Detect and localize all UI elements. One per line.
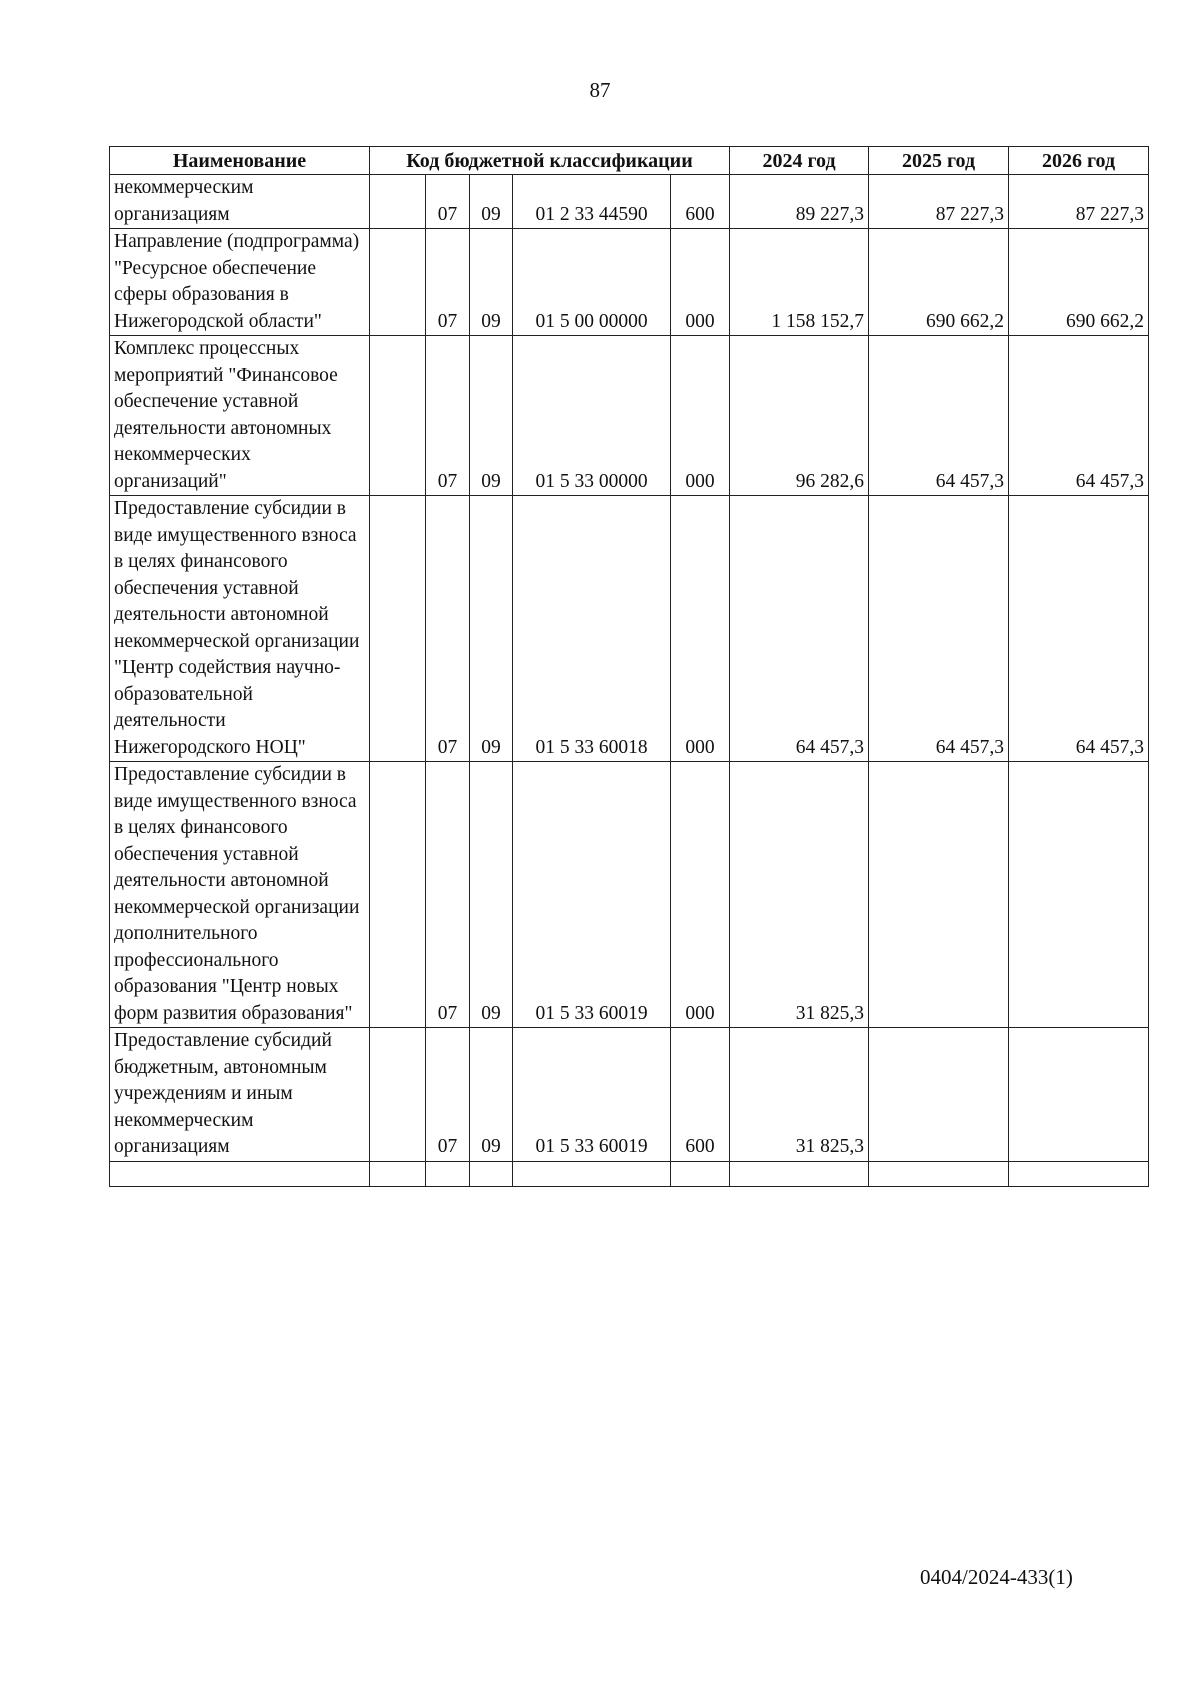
code-section: 07 xyxy=(426,1028,470,1162)
code-part-1 xyxy=(370,175,426,229)
row-name: Предоставление субсидий бюджетным, автономным учреждениям и иным некоммерческим организациям xyxy=(110,1028,370,1162)
empty-cell xyxy=(1009,1161,1149,1186)
code-part-1 xyxy=(370,496,426,762)
code-expense-type: 000 xyxy=(671,762,730,1028)
row-name: некоммерческим организациям xyxy=(110,175,370,229)
row-name: Комплекс процессных мероприятий "Финансовое обеспечение уставной деятельности автономных некоммерческих организаций" xyxy=(110,336,370,496)
code-part-1 xyxy=(370,762,426,1028)
code-target: 01 5 33 60018 xyxy=(513,496,671,762)
value-2025: 87 227,3 xyxy=(869,175,1009,229)
table-row xyxy=(110,496,1149,762)
table-row xyxy=(110,175,1149,229)
code-section: 07 xyxy=(426,762,470,1028)
code-part-1 xyxy=(370,336,426,496)
value-2026 xyxy=(1009,1028,1149,1162)
value-2024: 31 825,3 xyxy=(730,762,869,1028)
document-id: 0404/2024-433(1) xyxy=(920,1565,1073,1589)
code-expense-type: 000 xyxy=(671,336,730,496)
value-2026: 64 457,3 xyxy=(1009,336,1149,496)
code-expense-type: 000 xyxy=(671,496,730,762)
value-2026: 87 227,3 xyxy=(1009,175,1149,229)
code-subsection: 09 xyxy=(470,1028,513,1162)
value-2024: 31 825,3 xyxy=(730,1028,869,1162)
value-2026: 64 457,3 xyxy=(1009,496,1149,762)
table-row xyxy=(110,1028,1149,1162)
code-target: 01 5 00 00000 xyxy=(513,229,671,336)
empty-cell xyxy=(470,1161,513,1186)
value-2025 xyxy=(869,762,1009,1028)
code-subsection: 09 xyxy=(470,229,513,336)
row-name: Направление (подпрограмма) "Ресурсное обеспечение сферы образования в Нижегородской области" xyxy=(110,229,370,336)
empty-cell xyxy=(671,1161,730,1186)
empty-cell xyxy=(426,1161,470,1186)
code-part-1 xyxy=(370,1028,426,1162)
code-expense-type: 600 xyxy=(671,1028,730,1162)
page-number: 87 xyxy=(589,78,611,102)
value-2026: 690 662,2 xyxy=(1009,229,1149,336)
code-target: 01 2 33 44590 xyxy=(513,175,671,229)
value-2024: 96 282,6 xyxy=(730,336,869,496)
code-part-1 xyxy=(370,229,426,336)
empty-cell xyxy=(513,1161,671,1186)
header-code: Код бюджетной классификации xyxy=(370,147,730,175)
row-name: Предоставление субсидии в виде имущественного взноса в целях финансового обеспечения уставной деятельности автономной некоммерческой организации "Центр содействия научно-образовательной деятельности Нижегородского НОЦ" xyxy=(110,496,370,762)
code-expense-type: 600 xyxy=(671,175,730,229)
empty-cell xyxy=(370,1161,426,1186)
code-expense-type: 000 xyxy=(671,229,730,336)
table-row xyxy=(110,229,1149,336)
code-subsection: 09 xyxy=(470,175,513,229)
value-2025: 690 662,2 xyxy=(869,229,1009,336)
value-2024: 1 158 152,7 xyxy=(730,229,869,336)
value-2025: 64 457,3 xyxy=(869,496,1009,762)
code-section: 07 xyxy=(426,175,470,229)
value-2025: 64 457,3 xyxy=(869,336,1009,496)
table-header-row xyxy=(110,147,1149,175)
empty-cell xyxy=(110,1161,370,1186)
empty-cell xyxy=(869,1161,1009,1186)
code-section: 07 xyxy=(426,336,470,496)
empty-table-row xyxy=(110,1161,1149,1186)
code-subsection: 09 xyxy=(470,496,513,762)
table-row xyxy=(110,336,1149,496)
header-2024: 2024 год xyxy=(730,147,869,175)
header-name: Наименование xyxy=(110,147,370,175)
table-row xyxy=(110,762,1149,1028)
code-subsection: 09 xyxy=(470,336,513,496)
header-2026: 2026 год xyxy=(1009,147,1149,175)
header-2025: 2025 год xyxy=(869,147,1009,175)
value-2026 xyxy=(1009,762,1149,1028)
row-name: Предоставление субсидии в виде имущественного взноса в целях финансового обеспечения уставной деятельности автономной некоммерческой организации дополнительного профессионального образования "Центр новых форм развития образования" xyxy=(110,762,370,1028)
code-target: 01 5 33 00000 xyxy=(513,336,671,496)
code-subsection: 09 xyxy=(470,762,513,1028)
empty-cell xyxy=(730,1161,869,1186)
code-target: 01 5 33 60019 xyxy=(513,1028,671,1162)
value-2025 xyxy=(869,1028,1009,1162)
code-target: 01 5 33 60019 xyxy=(513,762,671,1028)
value-2024: 89 227,3 xyxy=(730,175,869,229)
code-section: 07 xyxy=(426,229,470,336)
value-2024: 64 457,3 xyxy=(730,496,869,762)
code-section: 07 xyxy=(426,496,470,762)
budget-table xyxy=(109,146,1149,1187)
